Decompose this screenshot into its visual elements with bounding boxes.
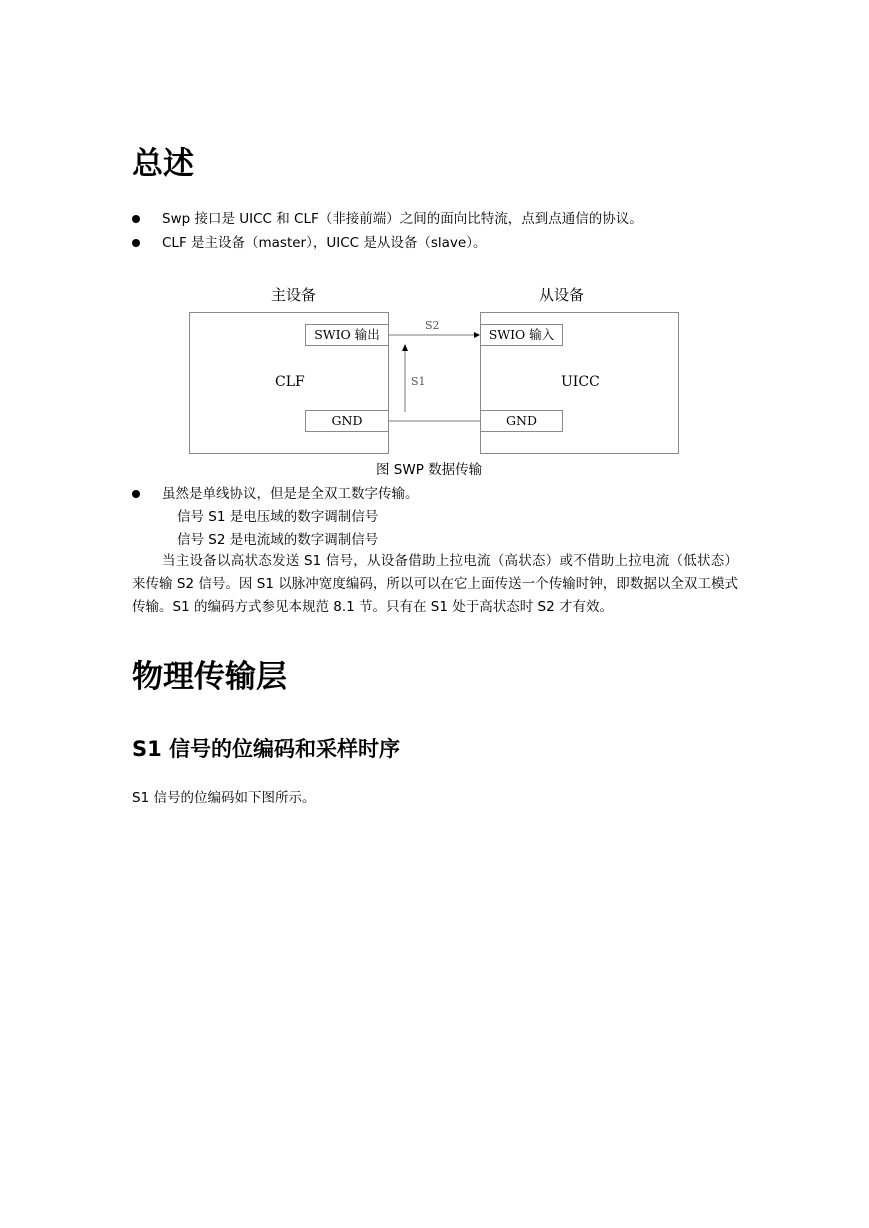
swio-output-box: SWIO 输出	[305, 324, 389, 346]
body-paragraph: 当主设备以高状态发送 S1 信号，从设备借助上拉电流（高状态）或不借助上拉电流（低状态）来传输 S2 信号。因 S1 以脉冲宽度编码，所以可以在它上面传送一个传输时钟，即数据以全双工模式传输。S1 的编码方式参见本规范 8.1 节。只有在 S1 处于高状态时 S2 才有效。	[132, 553, 738, 615]
master-title: 主设备	[271, 286, 317, 304]
gnd-left-box: GND	[305, 410, 389, 432]
s2-arrowhead	[474, 332, 480, 338]
s1-label: S1	[411, 375, 426, 388]
figure-caption: 图 SWP 数据传输	[376, 462, 483, 478]
slave-title: 从设备	[539, 286, 585, 304]
subheading-s1-encoding: S1 信号的位编码和采样时序	[132, 737, 401, 761]
s2-label: S2	[425, 319, 440, 332]
signal-s2-line: 信号 S2 是电流域的数字调制信号	[177, 532, 379, 548]
clf-label: CLF	[275, 374, 305, 390]
uicc-label: UICC	[561, 374, 600, 390]
s1-arrowhead	[402, 344, 408, 351]
swio-input-box: SWIO 输入	[480, 324, 563, 346]
signal-s1-line: 信号 S1 是电压域的数字调制信号	[177, 509, 379, 525]
connection-lines	[0, 0, 869, 480]
heading-physical-layer: 物理传输层	[132, 659, 287, 695]
bullet-item: CLF 是主设备（master），UICC 是从设备（slave）。	[162, 235, 487, 251]
section2-text: S1 信号的位编码如下图所示。	[132, 790, 316, 806]
heading-overview: 总述	[132, 146, 194, 182]
gnd-right-box: GND	[480, 410, 563, 432]
bullet-item: 虽然是单线协议，但是是全双工数字传输。	[162, 486, 419, 502]
bullet-item: Swp 接口是 UICC 和 CLF（非接前端）之间的面向比特流，点到点通信的协议。	[162, 211, 643, 227]
bullet-dot	[132, 490, 140, 498]
